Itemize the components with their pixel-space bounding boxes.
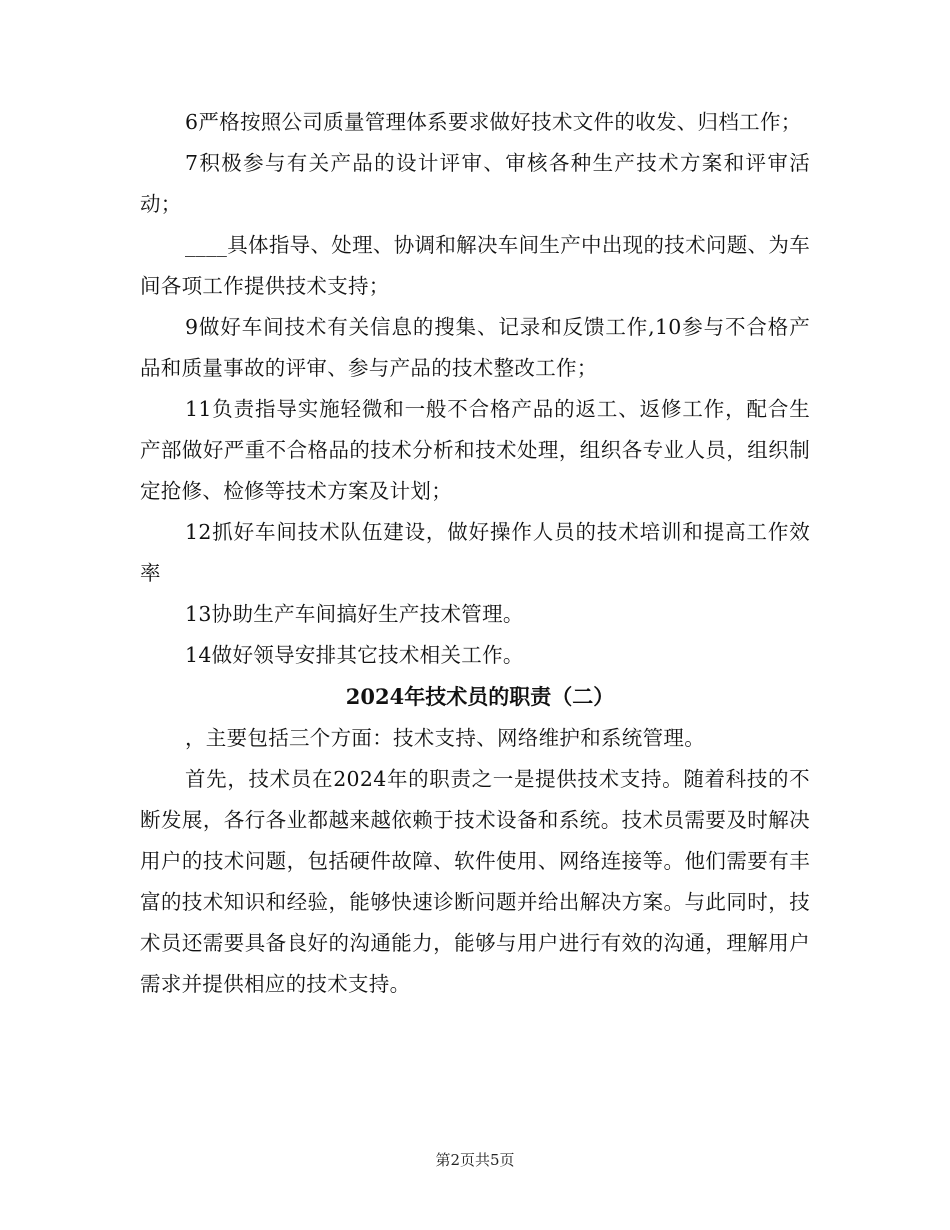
paragraph-item-6: 6严格按照公司质量管理体系要求做好技术文件的收发、归档工作；	[185, 110, 802, 134]
paragraph-item-12: 12抓好车间技术队伍建设，做好操作人员的技术培训和提高工作效率	[140, 520, 810, 585]
paragraph-intro: ，主要包括三个方面：技术支持、网络维护和系统管理。	[185, 726, 705, 750]
paragraph-item-13: 13协助生产车间搞好生产技术管理。	[185, 602, 524, 626]
paragraph-item-14: 14做好领导安排其它技术相关工作。	[185, 643, 524, 667]
page-number-footer: 第2页共5页	[435, 1151, 515, 1169]
paragraph-item-7: 7积极参与有关产品的设计评审、审核各种生产技术方案和评审活动；	[140, 151, 810, 216]
paragraph-technical-support: 首先，技术员在2024年的职责之一是提供技术支持。随着科技的不断发展，各行各业都越来越依赖于技术设备和系统。技术员需要及时解决用户的技术问题，包括硬件故障、软件使用、网络连接等。他们需要有丰富的技术知识和经验，能够快速诊断问题并给出解决方案。与此同时，技术员还需要具备良好的沟通能力，能够与用户进行有效的沟通，理解用户需求并提供相应的技术支持。	[140, 767, 810, 996]
document-body	[140, 102, 810, 1005]
paragraph-item-8: ____具体指导、处理、协调和解决车间生产中出现的技术问题、为车间各项工作提供技术支持；	[140, 233, 810, 298]
paragraph-item-9-10: 9做好车间技术有关信息的搜集、记录和反馈工作,10参与不合格产品和质量事故的评审、参与产品的技术整改工作；	[140, 315, 810, 380]
section-heading: 2024年技术员的职责（二）	[345, 684, 615, 709]
paragraph-item-11: 11负责指导实施轻微和一般不合格产品的返工、返修工作，配合生产部做好严重不合格品的技术分析和技术处理，组织各专业人员，组织制定抢修、检修等技术方案及计划；	[140, 397, 810, 503]
